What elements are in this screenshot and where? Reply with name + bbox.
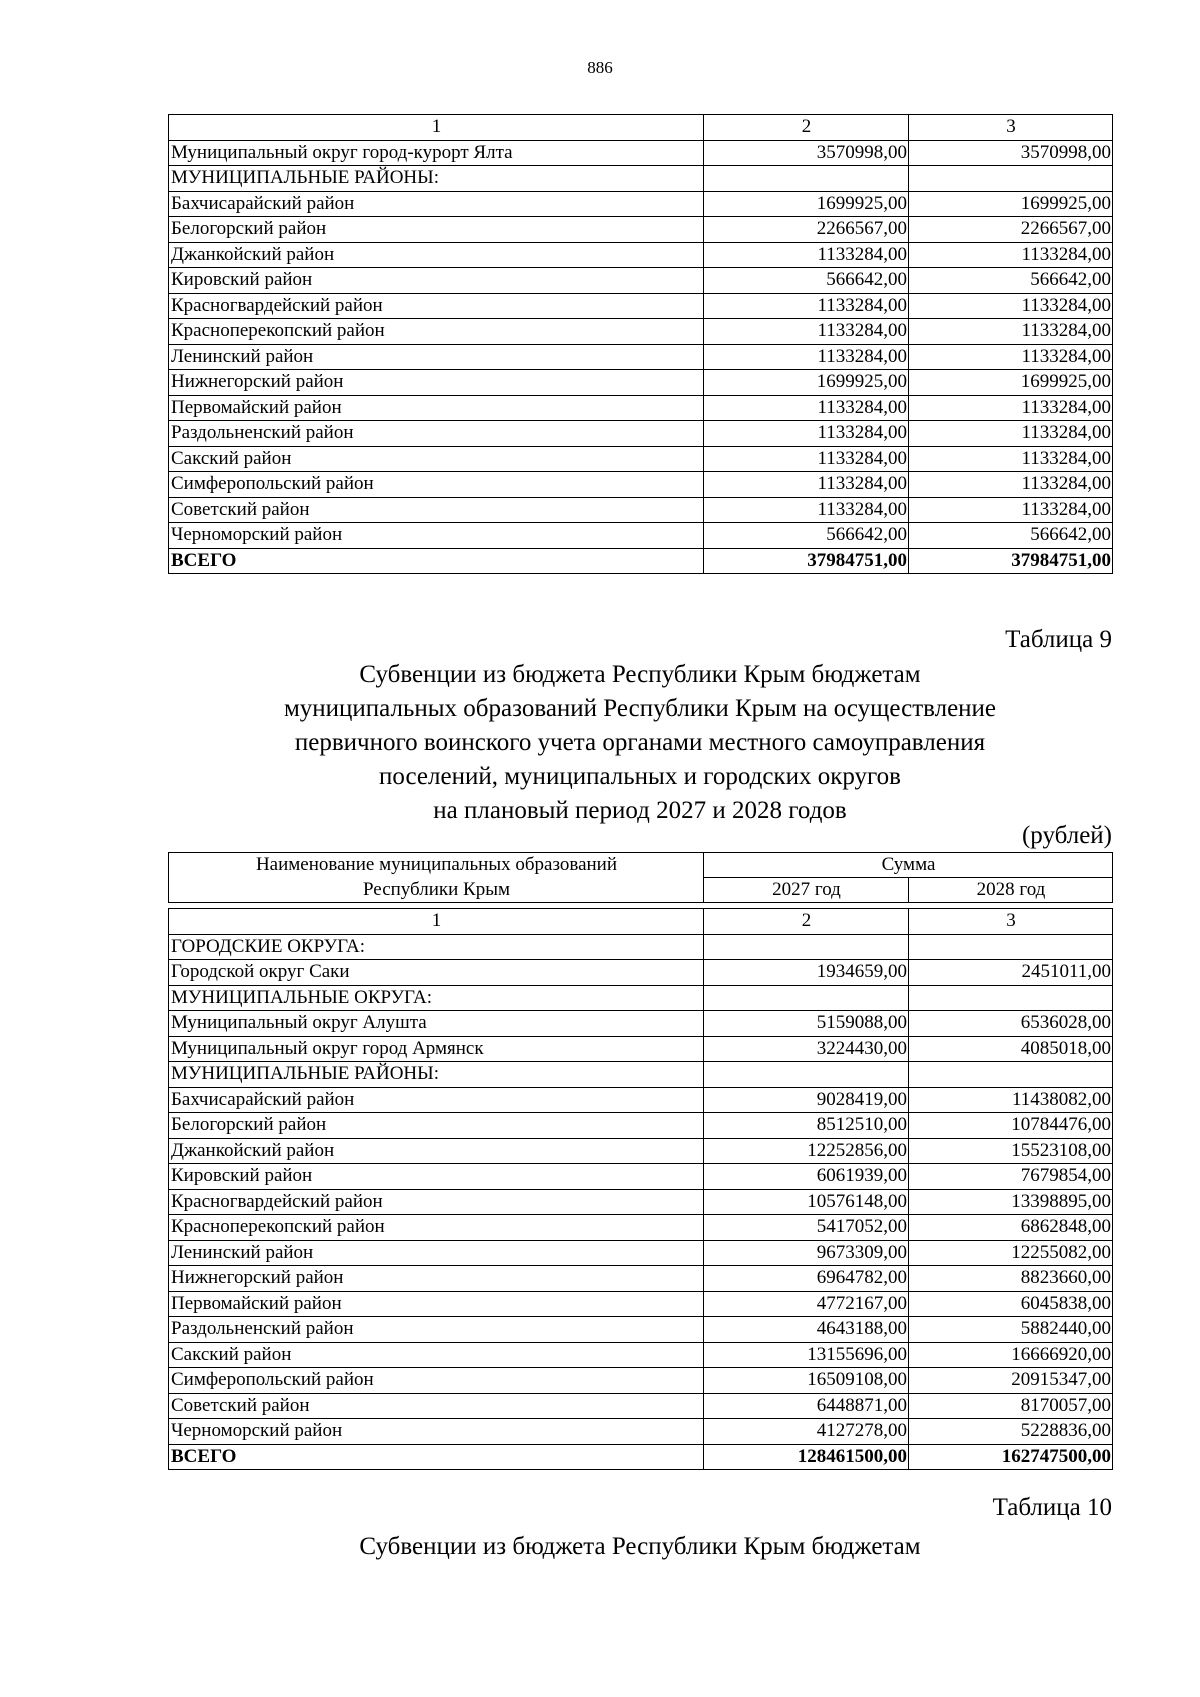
table-row (169, 1215, 1113, 1241)
row-name: Нижнегорский район (169, 370, 704, 396)
row-value: 1133284,00 (909, 421, 1113, 447)
row-value: 10784476,00 (909, 1113, 1113, 1139)
total-value: 128461500,00 (704, 1444, 909, 1470)
row-value: 6061939,00 (704, 1164, 909, 1190)
row-name: Белогорский район (169, 217, 704, 243)
column-number: 1 (169, 115, 704, 141)
row-value: 6536028,00 (909, 1011, 1113, 1037)
row-value: 1133284,00 (909, 446, 1113, 472)
row-name: Бахчисарайский район (169, 1087, 704, 1113)
table-row (169, 1291, 1113, 1317)
row-value: 5417052,00 (704, 1215, 909, 1241)
row-value: 4085018,00 (909, 1036, 1113, 1062)
row-value: 6862848,00 (909, 1215, 1113, 1241)
title-line: поселений, муниципальных и городских округов (379, 763, 901, 790)
header-name-line1: Наименование муниципальных образований (169, 853, 704, 878)
title-line: на плановый период 2027 и 2028 годов (433, 797, 847, 824)
row-value: 2266567,00 (909, 217, 1113, 243)
row-value: 5159088,00 (704, 1011, 909, 1037)
table-row (169, 1113, 1113, 1139)
row-value: 16666920,00 (909, 1342, 1113, 1368)
total-label: ВСЕГО (169, 548, 704, 574)
row-value: 1133284,00 (909, 344, 1113, 370)
row-value: 566642,00 (704, 523, 909, 549)
total-value: 37984751,00 (704, 548, 909, 574)
row-value: 16509108,00 (704, 1368, 909, 1394)
table-row (169, 446, 1113, 472)
total-row (169, 1444, 1113, 1470)
total-label: ВСЕГО (169, 1444, 704, 1470)
row-value: 7679854,00 (909, 1164, 1113, 1190)
row-value: 3224430,00 (704, 1036, 909, 1062)
row-name: Красноперекопский район (169, 319, 704, 345)
table-row (169, 472, 1113, 498)
total-value: 37984751,00 (909, 548, 1113, 574)
row-value: 6964782,00 (704, 1266, 909, 1292)
row-value: 1133284,00 (909, 395, 1113, 421)
row-name: Джанкойский район (169, 1138, 704, 1164)
row-value: 1133284,00 (909, 472, 1113, 498)
table-row (169, 1036, 1113, 1062)
table-row (169, 1011, 1113, 1037)
table-row (169, 191, 1113, 217)
table-row (169, 217, 1113, 243)
row-value: 1133284,00 (704, 395, 909, 421)
row-value: 1133284,00 (909, 293, 1113, 319)
row-value (909, 985, 1113, 1011)
row-value: 1699925,00 (909, 370, 1113, 396)
section-name: МУНИЦИПАЛЬНЫЕ ОКРУГА: (169, 985, 704, 1011)
row-name: Красногвардейский район (169, 293, 704, 319)
row-name: Городской округ Саки (169, 960, 704, 986)
header-name-line2: Республики Крым (169, 878, 704, 903)
row-value: 8170057,00 (909, 1393, 1113, 1419)
row-value: 2266567,00 (704, 217, 909, 243)
table-row (169, 370, 1113, 396)
row-value: 13155696,00 (704, 1342, 909, 1368)
row-value: 9028419,00 (704, 1087, 909, 1113)
section-row (169, 166, 1113, 192)
row-name: Симферопольский район (169, 1368, 704, 1394)
row-name: Черноморский район (169, 523, 704, 549)
table-10-label: Таблица 10 (992, 1494, 1112, 1521)
column-number: 2 (704, 115, 909, 141)
row-value (909, 1062, 1113, 1088)
table-row (169, 960, 1113, 986)
row-value: 1133284,00 (704, 293, 909, 319)
row-value: 11438082,00 (909, 1087, 1113, 1113)
table-row (169, 1164, 1113, 1190)
section-row (169, 1062, 1113, 1088)
row-value: 1133284,00 (909, 497, 1113, 523)
row-name: Кировский район (169, 1164, 704, 1190)
row-name: Кировский район (169, 268, 704, 294)
row-name: Первомайский район (169, 395, 704, 421)
section-name: МУНИЦИПАЛЬНЫЕ РАЙОНЫ: (169, 166, 704, 192)
title-line: Субвенции из бюджета Республики Крым бюджетам (359, 661, 921, 688)
row-value: 9673309,00 (704, 1240, 909, 1266)
row-value: 1133284,00 (704, 446, 909, 472)
row-name: Красноперекопский район (169, 1215, 704, 1241)
column-number-row (169, 909, 1113, 935)
table-row (169, 523, 1113, 549)
row-name: Муниципальный округ Алушта (169, 1011, 704, 1037)
row-name: Первомайский район (169, 1291, 704, 1317)
row-name: Ленинский район (169, 1240, 704, 1266)
row-value: 1699925,00 (909, 191, 1113, 217)
row-value: 1133284,00 (909, 242, 1113, 268)
title-line: муниципальных образований Республики Крым на осуществление (283, 695, 997, 722)
row-value: 6448871,00 (704, 1393, 909, 1419)
row-value: 4643188,00 (704, 1317, 909, 1343)
row-name: Раздольненский район (169, 1317, 704, 1343)
row-value: 8823660,00 (909, 1266, 1113, 1292)
row-name: Раздольненский район (169, 421, 704, 447)
row-value: 5882440,00 (909, 1317, 1113, 1343)
section-name: МУНИЦИПАЛЬНЫЕ РАЙОНЫ: (169, 1062, 704, 1088)
table-row (169, 1138, 1113, 1164)
table-9-title (168, 658, 1112, 828)
row-name: Нижнегорский район (169, 1266, 704, 1292)
column-number: 1 (169, 909, 704, 935)
title-line: Субвенции из бюджета Республики Крым бюджетам (359, 1533, 921, 1560)
header-sum: Сумма (704, 853, 1113, 878)
row-value: 4772167,00 (704, 1291, 909, 1317)
row-name: Бахчисарайский район (169, 191, 704, 217)
row-value (704, 934, 909, 960)
row-value: 6045838,00 (909, 1291, 1113, 1317)
row-value: 4127278,00 (704, 1419, 909, 1445)
row-value: 8512510,00 (704, 1113, 909, 1139)
table-row (169, 1240, 1113, 1266)
table-9 (168, 908, 1113, 1470)
row-value: 3570998,00 (909, 140, 1113, 166)
table-row (169, 1393, 1113, 1419)
table-row (169, 1189, 1113, 1215)
table-row (169, 140, 1113, 166)
table-10-title (168, 1530, 1112, 1564)
row-value: 1133284,00 (704, 319, 909, 345)
total-row (169, 548, 1113, 574)
table-row (169, 319, 1113, 345)
table-row (169, 497, 1113, 523)
row-value: 566642,00 (909, 523, 1113, 549)
row-value: 3570998,00 (704, 140, 909, 166)
table-row (169, 395, 1113, 421)
table-row (169, 1368, 1113, 1394)
column-number: 2 (704, 909, 909, 935)
section-row (169, 934, 1113, 960)
table-row (169, 268, 1113, 294)
row-name: Ленинский район (169, 344, 704, 370)
table-row (169, 293, 1113, 319)
table-9-label: Таблица 9 (1005, 626, 1112, 653)
row-value: 15523108,00 (909, 1138, 1113, 1164)
row-value: 1133284,00 (704, 421, 909, 447)
units-label: (рублей) (1021, 822, 1112, 849)
row-value: 1133284,00 (704, 344, 909, 370)
row-value (909, 166, 1113, 192)
column-number: 3 (909, 909, 1113, 935)
row-name: Красногвардейский район (169, 1189, 704, 1215)
header-year-2027: 2027 год (704, 878, 909, 903)
row-name: Муниципальный округ город-курорт Ялта (169, 140, 704, 166)
row-value: 20915347,00 (909, 1368, 1113, 1394)
row-value: 12252856,00 (704, 1138, 909, 1164)
table-row (169, 1317, 1113, 1343)
header-year-2028: 2028 год (909, 878, 1113, 903)
table-row (169, 1419, 1113, 1445)
row-value: 1699925,00 (704, 191, 909, 217)
row-name: Симферопольский район (169, 472, 704, 498)
row-name: Советский район (169, 1393, 704, 1419)
row-name: Джанкойский район (169, 242, 704, 268)
row-value: 2451011,00 (909, 960, 1113, 986)
row-name: Муниципальный округ город Армянск (169, 1036, 704, 1062)
page-number: 886 (587, 58, 613, 77)
section-row (169, 985, 1113, 1011)
section-name: ГОРОДСКИЕ ОКРУГА: (169, 934, 704, 960)
row-name: Черноморский район (169, 1419, 704, 1445)
row-name: Белогорский район (169, 1113, 704, 1139)
table-row (169, 242, 1113, 268)
row-name: Сакский район (169, 1342, 704, 1368)
table-row (169, 1266, 1113, 1292)
column-number-row (169, 115, 1113, 141)
row-name: Сакский район (169, 446, 704, 472)
title-line: первичного воинского учета органами местного самоуправления (294, 729, 986, 756)
table-8-continued (168, 114, 1113, 574)
row-value (909, 934, 1113, 960)
column-number: 3 (909, 115, 1113, 141)
table-9-header (168, 852, 1113, 903)
table-row (169, 1087, 1113, 1113)
row-value: 1934659,00 (704, 960, 909, 986)
row-value: 12255082,00 (909, 1240, 1113, 1266)
row-value (704, 166, 909, 192)
row-name: Советский район (169, 497, 704, 523)
row-value: 1133284,00 (704, 472, 909, 498)
row-value: 13398895,00 (909, 1189, 1113, 1215)
row-value: 566642,00 (704, 268, 909, 294)
row-value: 5228836,00 (909, 1419, 1113, 1445)
row-value (704, 985, 909, 1011)
row-value: 1133284,00 (704, 242, 909, 268)
table-row (169, 344, 1113, 370)
row-value: 1133284,00 (704, 497, 909, 523)
total-value: 162747500,00 (909, 1444, 1113, 1470)
row-value: 10576148,00 (704, 1189, 909, 1215)
row-value (704, 1062, 909, 1088)
row-value: 566642,00 (909, 268, 1113, 294)
table-row (169, 421, 1113, 447)
row-value: 1133284,00 (909, 319, 1113, 345)
row-value: 1699925,00 (704, 370, 909, 396)
table-row (169, 1342, 1113, 1368)
